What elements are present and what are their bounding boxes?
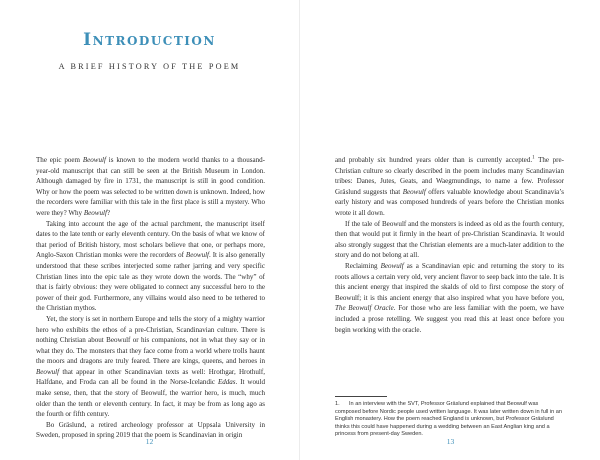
footnote-number: 1. bbox=[335, 401, 340, 407]
text-run: . For those who are less familiar with the poem, we have included a prose retelling. We suggest you read this at least once before you begin working with the oracle. bbox=[335, 304, 564, 334]
italic-span: Beowulf bbox=[402, 187, 426, 196]
text-run: is known to the modern world thanks to a thousand-year-old manuscript that can still be seen at the British Museum in London. Although damaged by fire in 1731, the manuscript is still in good condition. Why or how the poem was selected to be written down is unknown. Indeed, how the recorders were familiar with this tale in the first place is still a mystery. Who were they? Why bbox=[36, 156, 265, 217]
paragraph bbox=[36, 155, 265, 219]
paragraph bbox=[335, 219, 564, 261]
text-run: . It is also generally understood that these scribes interjected some rather jarring and very specific Christian lines into the epic tale as they wrote down the words. The “why” of that is fairly obvious: they were obligated to connect any successful hero to the power of their god. Furthermore, any villains would also need to be tethered to the Christian mythos. bbox=[36, 251, 265, 313]
text-run: . It would make sense, then, that the story of Beowulf, the warrior hero, is much, much older than the tenth or eleventh century. In fact, it may be from as long ago as the fourth or fifth century. bbox=[36, 378, 265, 419]
text-run: offers valuable knowledge about Scandinavia’s early history and was composed hundreds of years before the Christian monks wrote it all down. bbox=[335, 187, 565, 217]
text-run: and probably six hundred years older than is currently accepted. bbox=[335, 156, 533, 164]
italic-span: Beowulf bbox=[36, 367, 60, 376]
footnote-marker: 1 bbox=[532, 155, 535, 161]
chapter-subtitle: A BRIEF HISTORY OF THE POEM bbox=[58, 62, 241, 71]
page-number-right: 13 bbox=[446, 437, 455, 446]
footnote-rule bbox=[335, 396, 387, 397]
paragraph bbox=[36, 219, 265, 314]
page-number-left: 12 bbox=[145, 437, 154, 446]
left-body-text bbox=[36, 155, 265, 441]
text-run: In an interview with the SVT, Professor Gräslund explained that Beowulf was composed before Nordic people used written language. It was later written down in full in an English monastery. How the poem reached England is unknown, but Professor Gräslund thinks this could have happened during a wedding between an East Anglian king and a princess from present-day Sweden. bbox=[335, 401, 562, 438]
italic-span: Beowulf bbox=[185, 251, 210, 260]
text-run: Bo Gräslund, a retired archeology professor at Uppsala University in Sweden, proposed in spring 2019 that the poem is Scandinavian in origin bbox=[36, 420, 265, 440]
footnote bbox=[335, 401, 564, 439]
text-run: The pre-Christian culture so clearly described in the poem includes many Scandinavian tribes: Danes, Jutes, Geats, and Waegmundings, to name a few. Professor Gräslund suggests that bbox=[335, 156, 564, 196]
chapter-title: Introduction bbox=[83, 30, 216, 50]
italic-span: Beowulf bbox=[380, 261, 404, 270]
italic-span: Beowulf bbox=[83, 208, 107, 217]
text-run: The epic poem bbox=[36, 156, 83, 164]
italic-span: Eddas bbox=[217, 378, 236, 387]
footnote-text bbox=[335, 401, 562, 437]
text-run: as a Scandinavian epic and returning the story to its roots allows a certain very old, very ancient flavor to seep back into the tale. It is this ancient energy that inspired the skalds of old to first compose the story of Beowulf; it is this ancient energy that also inspired what you have before you, bbox=[335, 261, 564, 302]
text-run: ? bbox=[106, 208, 111, 217]
paragraph bbox=[36, 314, 265, 420]
right-body-text bbox=[335, 155, 564, 335]
left-page bbox=[0, 0, 299, 460]
right-page bbox=[301, 0, 600, 460]
italic-span: Beowulf bbox=[82, 156, 106, 164]
italic-span: The Beowulf Oracle bbox=[335, 304, 394, 313]
text-run: that appear in other Scandinavian texts as well: Hrothgar, Hrothulf, Halfdane, and Froda can all be found in the Norse-Icelandic bbox=[36, 367, 265, 387]
text-run: If the tale of Beowulf and the monsters is indeed as old as the fourth century, then that would put it firmly in the heart of pre-Christian Scandinavia. It would also strongly suggest that the Christian elements are a much-later addition to the story and do not belong at all. bbox=[335, 219, 564, 260]
paragraph bbox=[335, 155, 564, 219]
gutter bbox=[299, 0, 300, 460]
text-run: Reclaiming bbox=[345, 261, 381, 270]
text-run: Taking into account the age of the actual parchment, the manuscript itself dates to the late tenth or early eleventh century. On the basis of what we know of that period of British history, most scholars believe that one, or perhaps more, Anglo-Saxon Christian monks were the recorders of bbox=[36, 219, 265, 260]
paragraph bbox=[335, 261, 564, 335]
text-run: Yet, the story is set in northern Europe and tells the story of a mighty warrior hero who exhibits the ethos of a pre-Christian, Scandinavian culture. There is nothing Christian about Beowulf or his companions, not in what they say or in what they do. The monsters that they face come from a world where trolls haunt the moors and dragons are truly feared. There are kings, queens, and heroes in bbox=[36, 314, 265, 366]
